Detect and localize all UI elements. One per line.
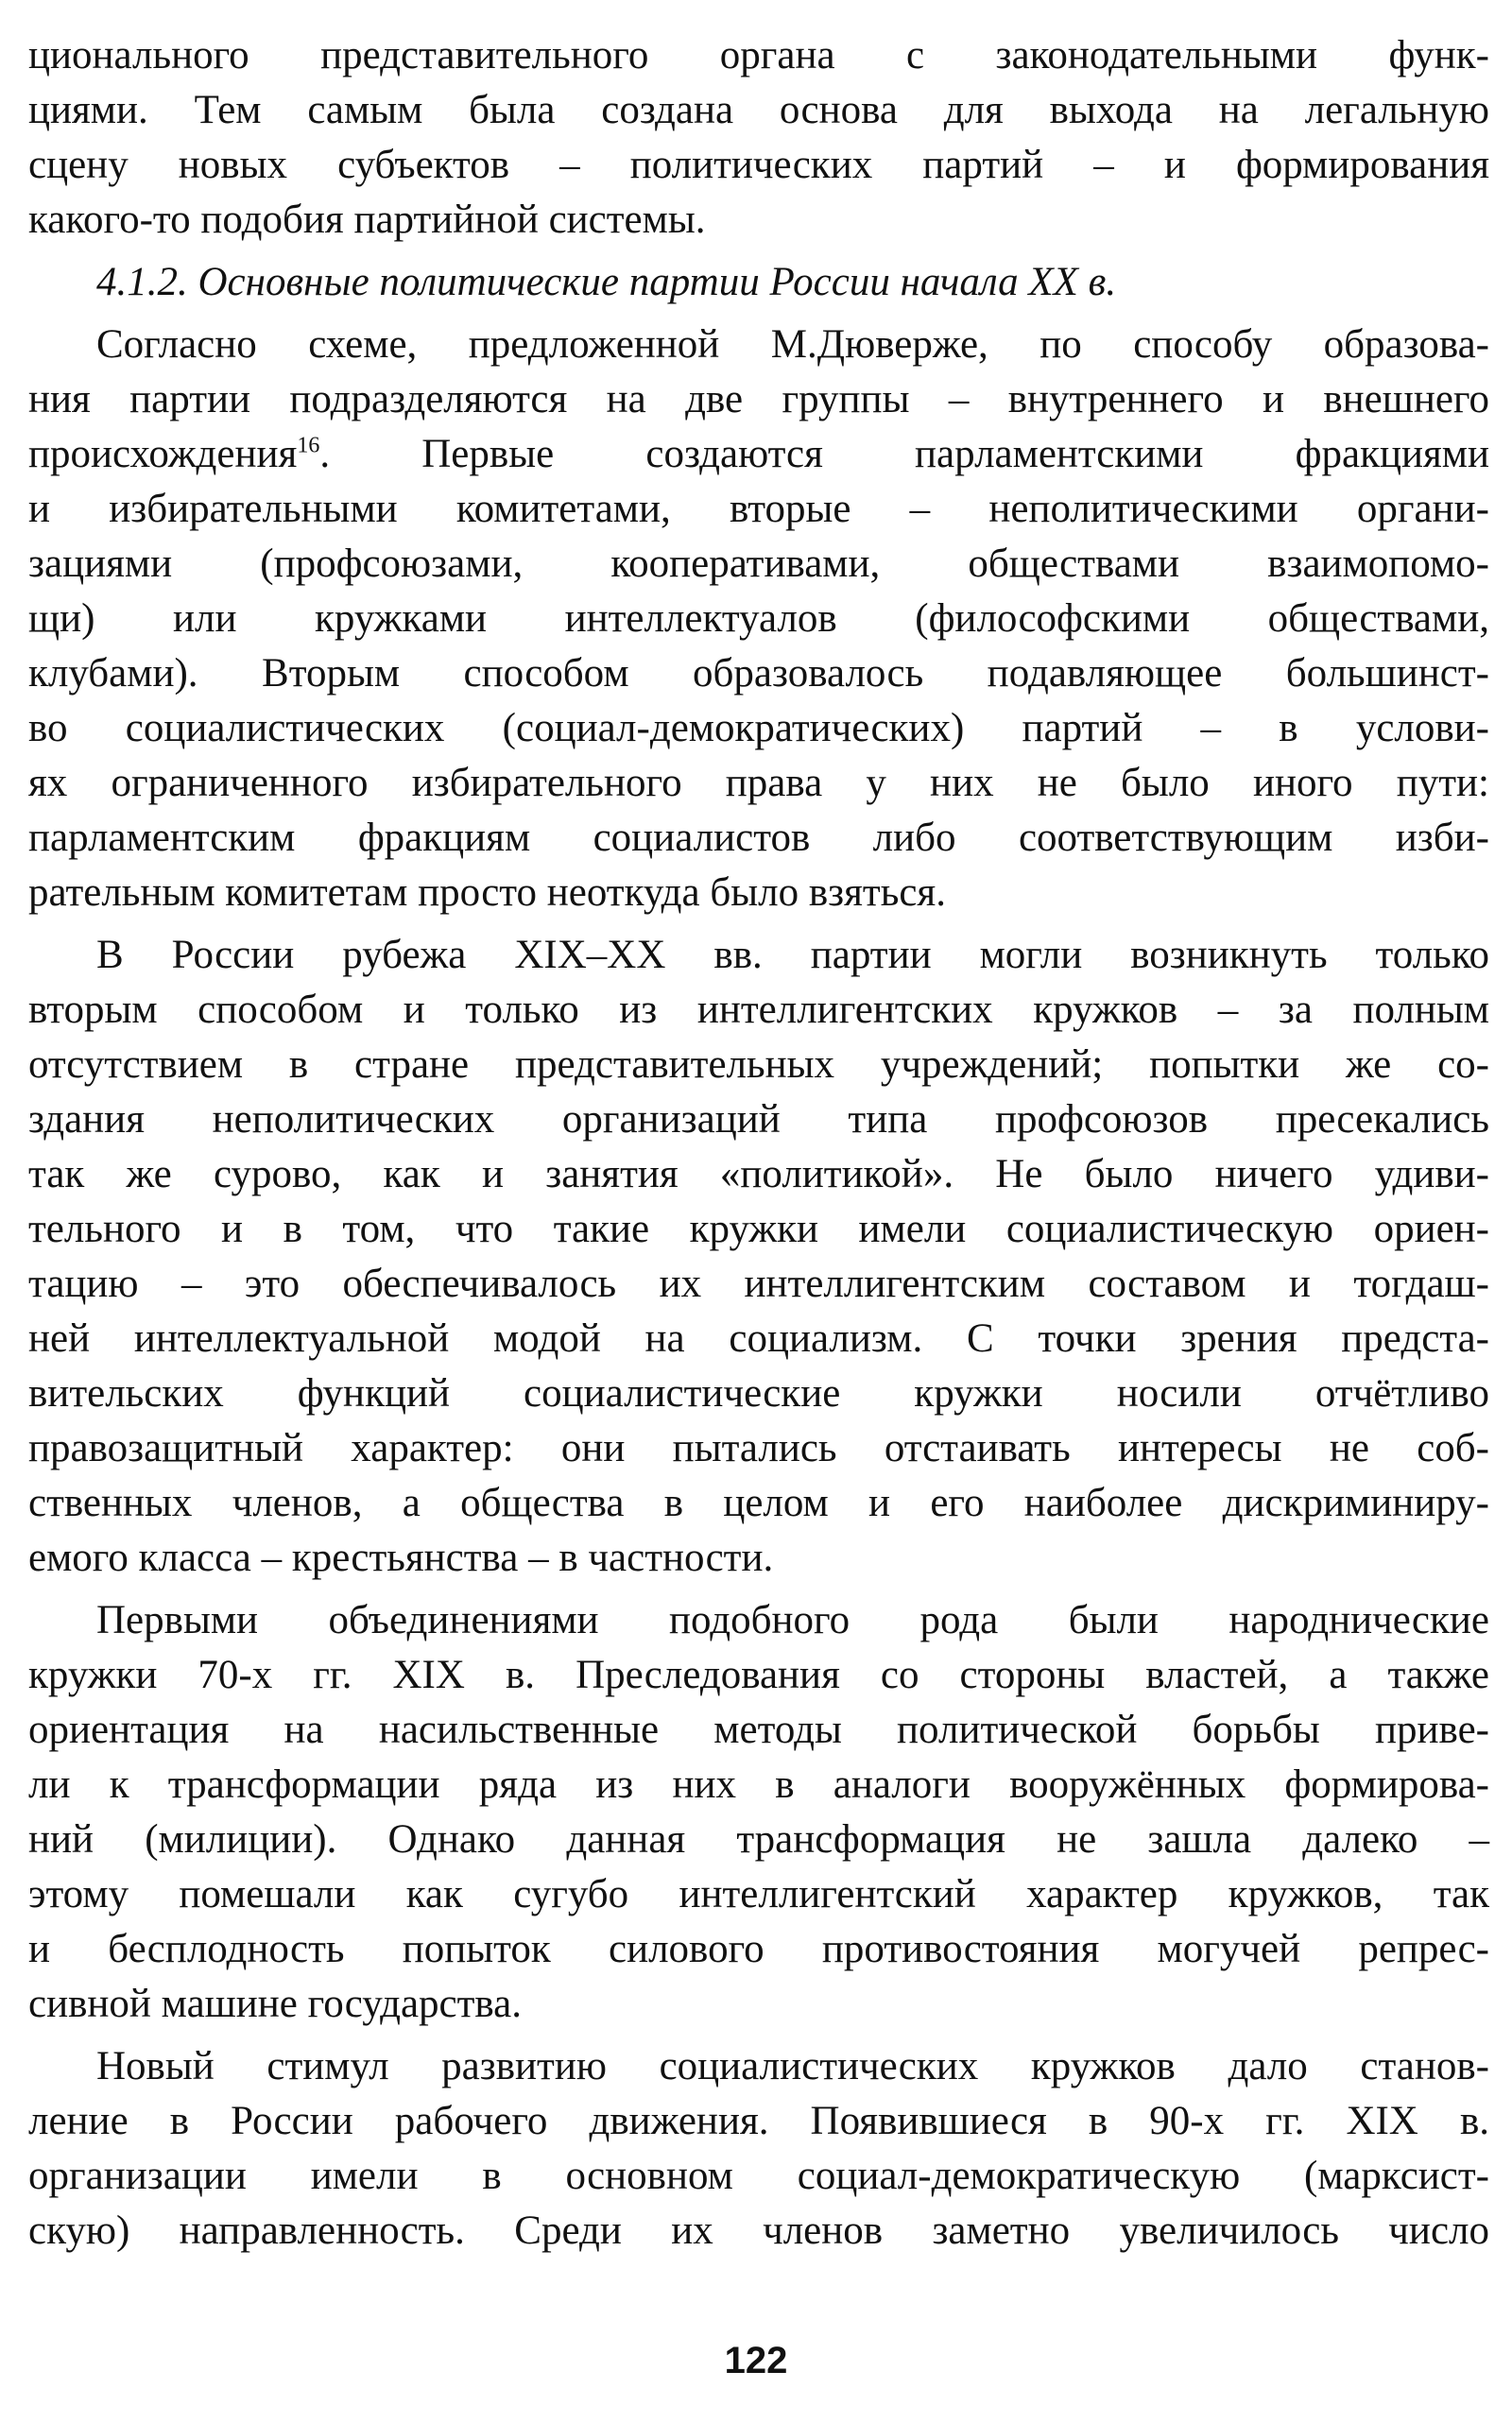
text-line: ственных членов, а общества в целом и его наиболее дискриминиру-: [28, 1481, 1489, 1525]
text-line: ориентация на насильственные методы политической борьбы приве-: [28, 1708, 1489, 1752]
paragraph-workers-movement: [28, 2039, 1489, 2259]
text-line: клубами). Вторым способом образовалось подавляющее большинст-: [28, 651, 1489, 696]
text-line: так же сурово, как и занятия «политикой». Не было ничего удиви-: [28, 1152, 1489, 1196]
text-line: здания неполитических организаций типа профсоюзов пресекались: [28, 1097, 1489, 1142]
text-line: ния партии подразделяются на две группы – внутреннего и внешнего: [28, 377, 1489, 421]
text-line: щи) или кружками интеллектуалов (философскими обществами,: [28, 596, 1489, 641]
page-content: [28, 28, 1489, 2266]
text-line: Первыми объединениями подобного рода были народнические: [96, 1598, 1489, 1642]
text-line: сцену новых субъектов – политических партий – и формирования: [28, 143, 1489, 187]
text-line: В России рубежа XIX–XX вв. партии могли возникнуть только: [96, 933, 1489, 977]
text-line: ление в России рабочего движения. Появившиеся в 90-х гг. XIX в.: [28, 2099, 1489, 2143]
text-line: и бесплодность попыток силового противостояния могучей репрес-: [28, 1927, 1489, 1971]
text-line: Новый стимул развитию социалистических кружков дало станов-: [96, 2044, 1489, 2088]
text-line: отсутствием в стране представительных учреждений; попытки же со-: [28, 1042, 1489, 1087]
paragraph-russia-circles: [28, 928, 1489, 1586]
text-line: вторым способом и только из интеллигентских кружков – за полным: [28, 988, 1489, 1032]
text-line: этому помешали как сугубо интеллигентский характер кружков, так: [28, 1872, 1489, 1916]
paragraph-narodniks: [28, 1593, 1489, 2032]
text-fragment: происхождения: [28, 432, 298, 476]
text-line: Согласно схеме, предложенной М.Дюверже, по способу образова-: [96, 322, 1489, 367]
text-line: какого-то подобия партийной системы.: [28, 198, 706, 242]
text-line: вительских функций социалистические кружки носили отчётливо: [28, 1371, 1489, 1416]
heading-text: 4.1.2. Основные политические партии России начала XX в.: [96, 260, 1117, 304]
text-line: скую) направленность. Среди их членов заметно увеличилось число: [28, 2208, 1489, 2253]
page-number: 122: [724, 2340, 788, 2381]
text-line: организации имели в основном социал-демократическую (марксист-: [28, 2154, 1489, 2198]
text-line: рательным комитетам просто неоткуда было взяться.: [28, 870, 946, 915]
text-line: парламентским фракциям социалистов либо соответствующим изби-: [28, 816, 1489, 860]
paragraph-continuation: [28, 28, 1489, 248]
text-line: ней интеллектуальной модой на социализм. С точки зрения предста-: [28, 1316, 1489, 1361]
text-line: и избирательными комитетами, вторые – неполитическими органи-: [28, 487, 1489, 531]
text-line-with-footnote: [28, 427, 1489, 482]
text-line: сивной машине государства.: [28, 1982, 523, 2026]
text-line: зациями (профсоюзами, кооперативами, обществами взаимопомо-: [28, 541, 1489, 586]
text-line: тацию – это обеспечивалось их интеллигентским составом и тогдаш-: [28, 1262, 1489, 1306]
footnote-reference[interactable]: 16: [297, 433, 320, 458]
text-line: правозащитный характер: они пытались отстаивать интересы не соб-: [28, 1426, 1489, 1470]
text-line: кружки 70-х гг. XIX в. Преследования со стороны властей, а также: [28, 1653, 1489, 1697]
text-line: тельного и в том, что такие кружки имели социалистическую ориен-: [28, 1207, 1489, 1251]
section-heading: [28, 255, 1489, 310]
text-line: ли к трансформации ряда из них в аналоги вооружённых формирова-: [28, 1762, 1489, 1807]
text-line: ционального представительного органа с законодательными функ-: [28, 33, 1489, 77]
text-line: емого класса – крестьянства – в частности.: [28, 1536, 774, 1580]
text-line: ний (милиции). Однако данная трансформация не зашла далеко –: [28, 1817, 1489, 1862]
text-fragment: . Первые создаются парламентскими фракциями: [319, 432, 1489, 476]
text-line: циями. Тем самым была создана основа для выхода на легальную: [28, 88, 1489, 132]
text-line: во социалистических (социал-демократических) партий – в услови-: [28, 706, 1489, 750]
paragraph-duverger: [28, 318, 1489, 920]
text-line: ях ограниченного избирательного права у них не было иного пути:: [28, 761, 1489, 805]
